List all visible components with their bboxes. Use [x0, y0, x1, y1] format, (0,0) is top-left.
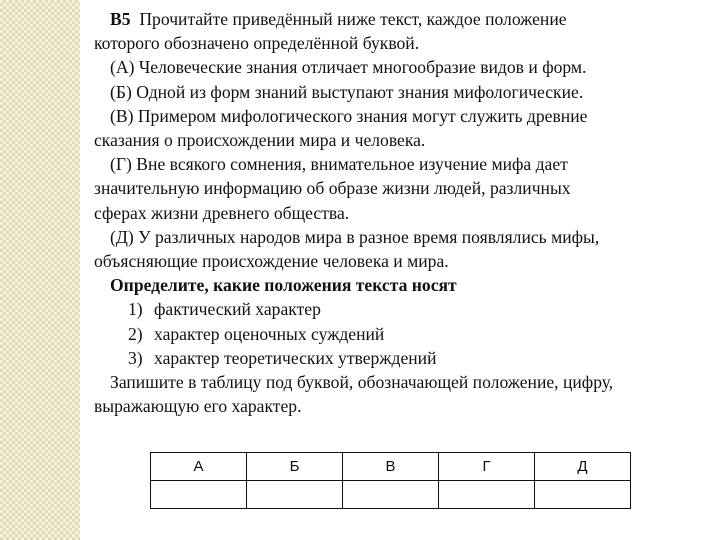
statement-b: (Б) Одной из форм знаний выступают знания мифологические. [110, 81, 584, 102]
instruction: Запишите в таблицу под буквой, обозначающей положение, цифру, [110, 372, 614, 393]
answer-table-header-row [151, 453, 631, 481]
answer-cell-a[interactable] [151, 481, 247, 509]
statement-a: (А) Человеческие знания отличает многообразие видов и форм. [110, 57, 587, 78]
statement-g-cont: значительную информацию об образе жизни людей, различных [94, 178, 571, 199]
question-heading: Определите, какие положения текста носят [110, 275, 457, 296]
statement-g: (Г) Вне всякого сомнения, внимательное изучение мифа дает [110, 154, 568, 175]
statement-d-cont: объясняющие происхождение человека и мира. [94, 251, 449, 272]
header-cell-g: Г [439, 453, 535, 481]
task-text [94, 7, 700, 418]
statement-v: (В) Примером мифологического знания могут служить древние [110, 105, 588, 126]
answer-table [150, 452, 631, 509]
statement-v-cont: сказания о происхождении мира и человека. [94, 130, 426, 151]
answer-table-answer-row [151, 481, 631, 509]
statement-d: (Д) У различных народов мира в разное время появлялись мифы, [110, 226, 600, 247]
task-code: B5 [110, 9, 131, 29]
header-cell-b: Б [247, 453, 343, 481]
answer-cell-d[interactable] [535, 481, 631, 509]
task-intro: B5 Прочитайте приведённый ниже текст, каждое положение [110, 9, 567, 29]
instruction-cont: выражающую его характер. [94, 396, 302, 417]
header-cell-v: В [343, 453, 439, 481]
header-cell-d: Д [535, 453, 631, 481]
answer-cell-g[interactable] [439, 481, 535, 509]
task-intro-cont: которого обозначено определённой буквой. [94, 33, 420, 54]
option-1: 1) фактический характер [128, 299, 321, 320]
statement-g-cont2: сферах жизни древнего общества. [94, 202, 350, 223]
option-2: 2) характер оценочных суждений [128, 323, 385, 344]
answer-cell-b[interactable] [247, 481, 343, 509]
decorative-side-pattern [0, 0, 80, 540]
answer-cell-v[interactable] [343, 481, 439, 509]
header-cell-a: А [151, 453, 247, 481]
option-3: 3) характер теоретических утверждений [128, 347, 437, 368]
